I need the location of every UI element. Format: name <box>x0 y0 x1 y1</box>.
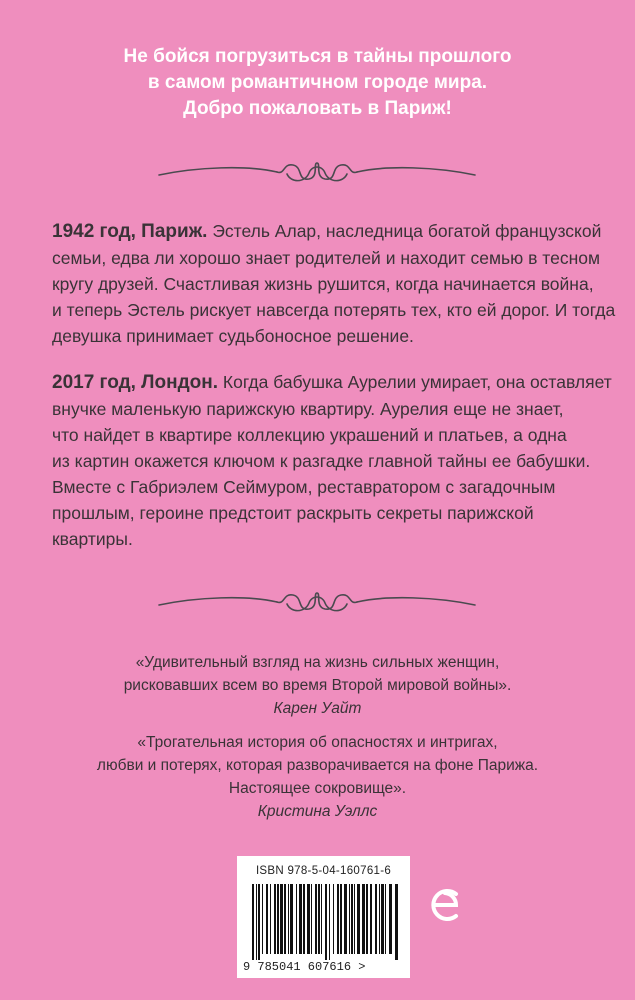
barcode-bar <box>354 884 355 954</box>
section-line: внучке маленькую парижскую квартиру. Аурелия еще не знает, <box>52 399 564 419</box>
quote-line: «Трогательная история об опасностях и интригах, <box>137 734 498 751</box>
barcode-bar <box>366 884 368 954</box>
tagline <box>0 44 635 122</box>
barcode-bar <box>277 884 279 954</box>
ornament-divider-bottom <box>157 583 477 623</box>
barcode-bar <box>370 884 372 954</box>
quote-line: «Удивительный взгляд на жизнь сильных женщин, <box>135 654 500 671</box>
barcode-bar <box>284 884 286 954</box>
barcode-bar <box>274 884 276 954</box>
barcode-bar <box>385 884 386 954</box>
barcode-bar <box>344 884 347 954</box>
barcode-bar <box>307 884 310 954</box>
barcode-bar <box>395 884 398 960</box>
barcode-bar <box>270 884 271 954</box>
barcode-bar <box>333 884 334 954</box>
barcode-bar <box>315 884 317 954</box>
section-lead: 1942 год, Париж. <box>52 221 208 242</box>
section-lead: 2017 год, Лондон. <box>52 372 219 393</box>
eksmo-logo-icon <box>426 884 462 926</box>
barcode-bar <box>318 884 320 954</box>
isbn-number: ISBN 978-5-04-160761-6 <box>255 865 392 877</box>
barcode-bar <box>288 884 289 954</box>
barcode-bar <box>266 884 268 954</box>
barcode-bar <box>290 884 293 954</box>
tagline-line: Добро пожаловать в Париж! <box>183 98 452 119</box>
quote-line: любви и потерях, которая разворачивается на фоне Парижа. <box>96 757 539 774</box>
barcode-bar <box>303 884 305 954</box>
barcode-bar <box>379 884 380 954</box>
barcode-bar <box>325 884 327 960</box>
barcode-bar <box>362 884 365 954</box>
barcode-bar <box>296 884 297 954</box>
review-quote <box>0 731 635 823</box>
barcode-bar <box>252 884 254 960</box>
section-line: Эстель Алар, наследница богатой французской <box>207 221 602 241</box>
section-1942 <box>52 218 616 349</box>
section-line: из картин окажется ключом к разгадке главной тайны ее бабушки. <box>52 451 591 471</box>
section-line: семьи, едва ли хорошо знает родителей и находит семью в тесном <box>52 248 600 268</box>
quote-author: Карен Уайт <box>273 700 362 717</box>
review-quote <box>0 651 635 720</box>
section-line: квартиры. <box>52 529 133 549</box>
barcode-digits: 9 785041 607616 > <box>243 960 366 974</box>
barcode-bar <box>256 884 257 960</box>
barcode-bar <box>329 884 330 960</box>
barcode-bar <box>321 884 322 954</box>
tagline-line: в самом романтичном городе мира. <box>147 72 488 93</box>
barcode-bar <box>258 884 260 960</box>
section-line: Вместе с Габриэлем Сеймуром, реставратором с загадочным <box>52 477 556 497</box>
barcode-bars <box>252 884 400 960</box>
section-line: кругу друзей. Счастливая жизнь рушится, когда начинается война, <box>52 274 594 294</box>
quote-author: Кристина Уэллс <box>257 803 378 820</box>
section-line: девушка принимает судьбоносное решение. <box>52 326 414 346</box>
barcode-bar <box>299 884 302 954</box>
barcode-bar <box>337 884 339 954</box>
barcode-bar <box>262 884 263 954</box>
section-2017 <box>52 369 612 552</box>
barcode-label <box>237 856 410 978</box>
barcode-bar <box>280 884 283 954</box>
section-line: прошлым, героине предстоит раскрыть секреты парижской <box>52 503 534 523</box>
section-line: Когда бабушка Аурелии умирает, она оставляет <box>218 372 612 392</box>
barcode-bar <box>340 884 342 954</box>
quote-line: Настоящее сокровище». <box>228 780 407 797</box>
barcode-bar <box>381 884 384 954</box>
barcode-bar <box>389 884 392 954</box>
barcode-bar <box>311 884 312 954</box>
barcode-bar <box>375 884 377 954</box>
barcode-bar <box>351 884 353 954</box>
section-line: что найдет в квартире коллекцию украшений и платьев, а одна <box>52 425 567 445</box>
barcode-bar <box>349 884 350 954</box>
tagline-line: Не бойся погрузиться в тайны прошлого <box>123 46 512 67</box>
section-line: и теперь Эстель рискует навсегда потерять тех, кто ей дорог. И тогда <box>52 300 616 320</box>
barcode-bar <box>357 884 360 954</box>
quote-line: рисковавших всем во время Второй мировой войны». <box>123 677 512 694</box>
ornament-divider-top <box>157 153 477 193</box>
